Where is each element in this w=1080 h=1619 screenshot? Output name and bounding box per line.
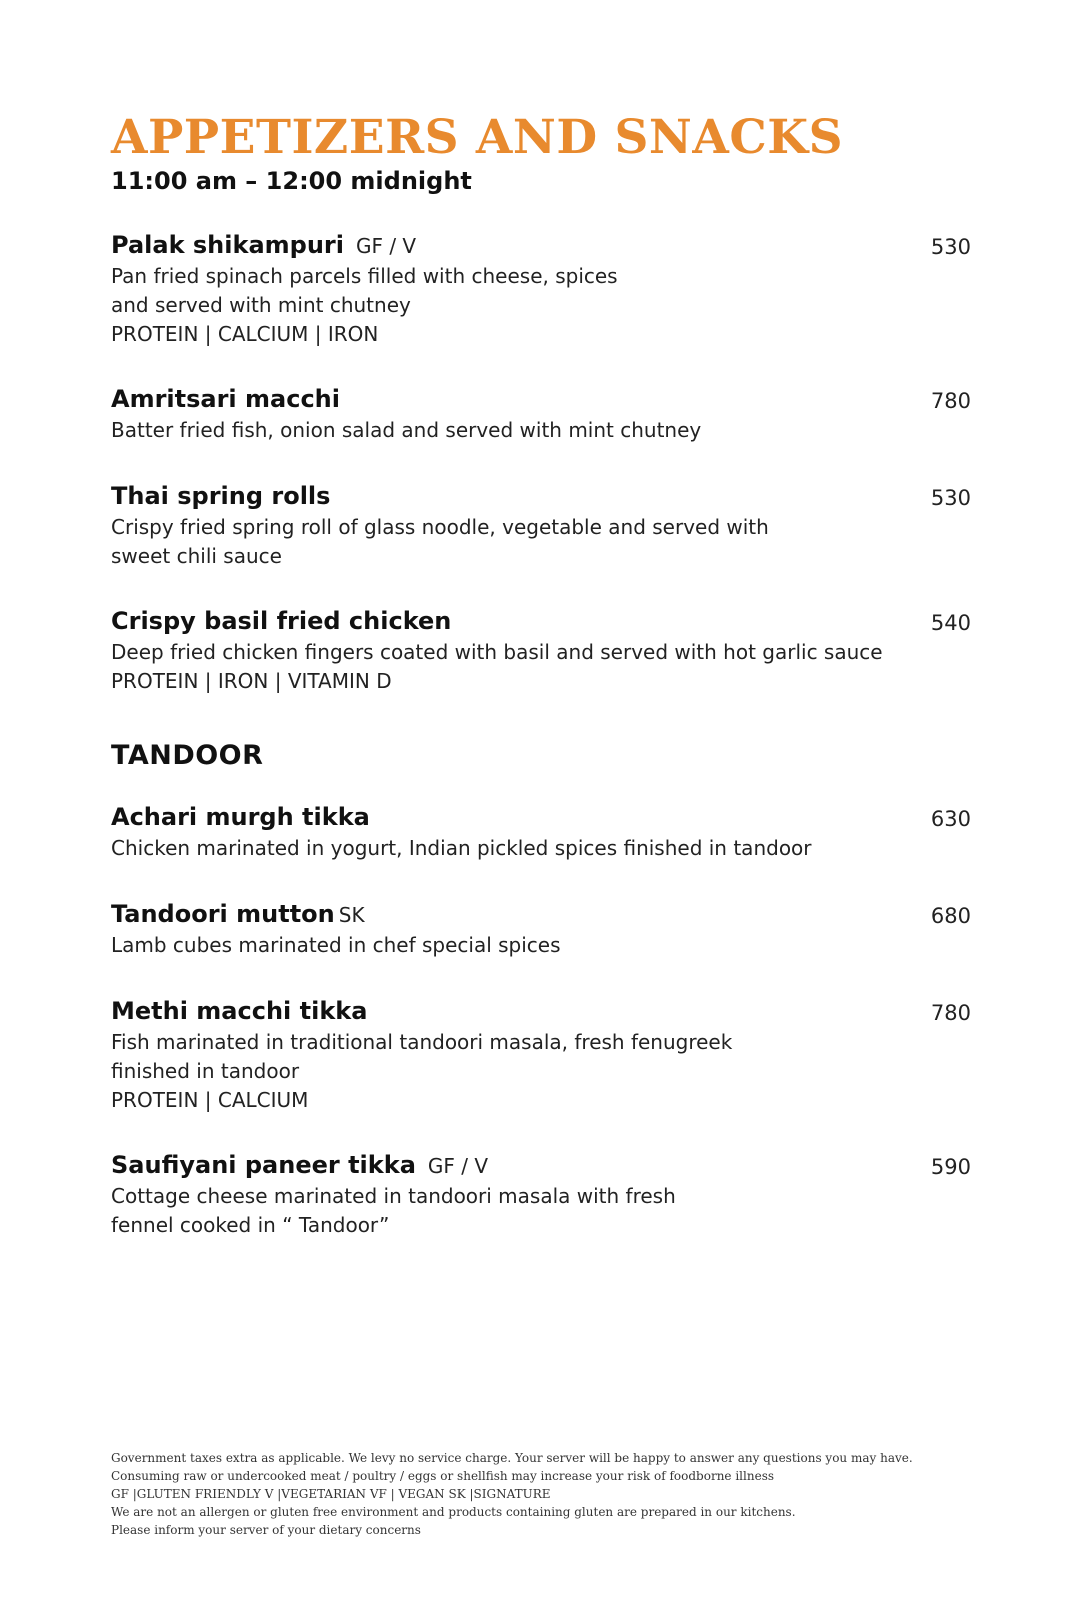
- menu-item: [111, 994, 971, 1115]
- menu-item-name: Palak shikampuri: [111, 231, 344, 259]
- menu-item-tag: GF / V: [427, 1154, 489, 1178]
- menu-item-description: and served with mint chutney: [111, 293, 411, 317]
- footer-line: Please inform your server of your dietary concerns: [111, 1523, 421, 1537]
- menu-item-header: [111, 228, 971, 262]
- menu-item-price: 530: [930, 235, 971, 259]
- menu-item-price: 780: [930, 389, 971, 413]
- menu-item-header: [111, 994, 971, 1028]
- menu-item: [111, 1148, 971, 1240]
- menu-item-nutrition: PROTEIN | CALCIUM: [111, 1088, 309, 1112]
- menu-item-header: [111, 382, 971, 416]
- footer-line: Consuming raw or undercooked meat / poultry / eggs or shellfish may increase your risk of foodborne illness: [111, 1469, 775, 1483]
- menu-item-name: Methi macchi tikka: [111, 997, 368, 1025]
- menu-item-name: Tandoori mutton: [111, 900, 335, 928]
- page-title: APPETIZERS AND SNACKS: [111, 110, 844, 165]
- menu-item-name: Crispy basil fried chicken: [111, 607, 452, 635]
- menu-item-description: Deep fried chicken fingers coated with basil and served with hot garlic sauce: [111, 640, 883, 664]
- menu-item-tag: GF / V: [355, 234, 417, 258]
- footer-line: We are not an allergen or gluten free environment and products containing gluten are prepared in our kitchens.: [111, 1505, 796, 1519]
- footer-line: GF |GLUTEN FRIENDLY V |VEGETARIAN VF | VEGAN SK |SIGNATURE: [111, 1487, 551, 1501]
- menu-item-header: [111, 897, 971, 931]
- menu-item-price: 630: [930, 807, 971, 831]
- service-hours: 11:00 am – 12:00 midnight: [111, 167, 472, 195]
- menu-item-name: Amritsari macchi: [111, 385, 340, 413]
- menu-item-nutrition: PROTEIN | CALCIUM | IRON: [111, 322, 379, 346]
- menu-item-header: [111, 1148, 971, 1182]
- menu-item: [111, 604, 971, 696]
- menu-item: [111, 479, 971, 571]
- menu-item-nutrition: PROTEIN | IRON | VITAMIN D: [111, 669, 392, 693]
- menu-item-header: [111, 604, 971, 638]
- menu-item-price: 530: [930, 486, 971, 510]
- menu-item-name: Achari murgh tikka: [111, 803, 370, 831]
- menu-item-description: Fish marinated in traditional tandoori masala, fresh fenugreek: [111, 1030, 733, 1054]
- footer-line: Government taxes extra as applicable. We levy no service charge. Your server will be happy to answer any questions you may have.: [111, 1451, 913, 1465]
- menu-item-name: Saufiyani paneer tikka: [111, 1151, 416, 1179]
- menu-item-name: Thai spring rolls: [111, 482, 331, 510]
- menu-item-price: 780: [930, 1001, 971, 1025]
- menu-item-description: Batter fried fish, onion salad and served with mint chutney: [111, 418, 702, 442]
- menu-item-description: Crispy fried spring roll of glass noodle, vegetable and served with: [111, 515, 769, 539]
- menu-item-price: 540: [930, 611, 971, 635]
- menu-item-description: Pan fried spinach parcels filled with cheese, spices: [111, 264, 618, 288]
- menu-item-description: fennel cooked in “ Tandoor”: [111, 1213, 390, 1237]
- section-heading-tandoor: TANDOOR: [111, 740, 264, 771]
- menu-item-description: finished in tandoor: [111, 1059, 300, 1083]
- menu-item-description: sweet chili sauce: [111, 544, 282, 568]
- menu-item: [111, 228, 971, 349]
- menu-item-price: 590: [930, 1155, 971, 1179]
- menu-item-tag: SK: [338, 903, 365, 927]
- menu-item-description: Cottage cheese marinated in tandoori masala with fresh: [111, 1184, 676, 1208]
- menu-item: [111, 800, 971, 863]
- menu-item: [111, 382, 971, 445]
- menu-item-header: [111, 479, 971, 513]
- menu-item: [111, 897, 971, 960]
- footer-notes: [111, 1449, 1011, 1539]
- menu-item-description: Chicken marinated in yogurt, Indian pickled spices finished in tandoor: [111, 836, 812, 860]
- menu-item-header: [111, 800, 971, 834]
- menu-item-price: 680: [930, 904, 971, 928]
- menu-item-description: Lamb cubes marinated in chef special spices: [111, 933, 561, 957]
